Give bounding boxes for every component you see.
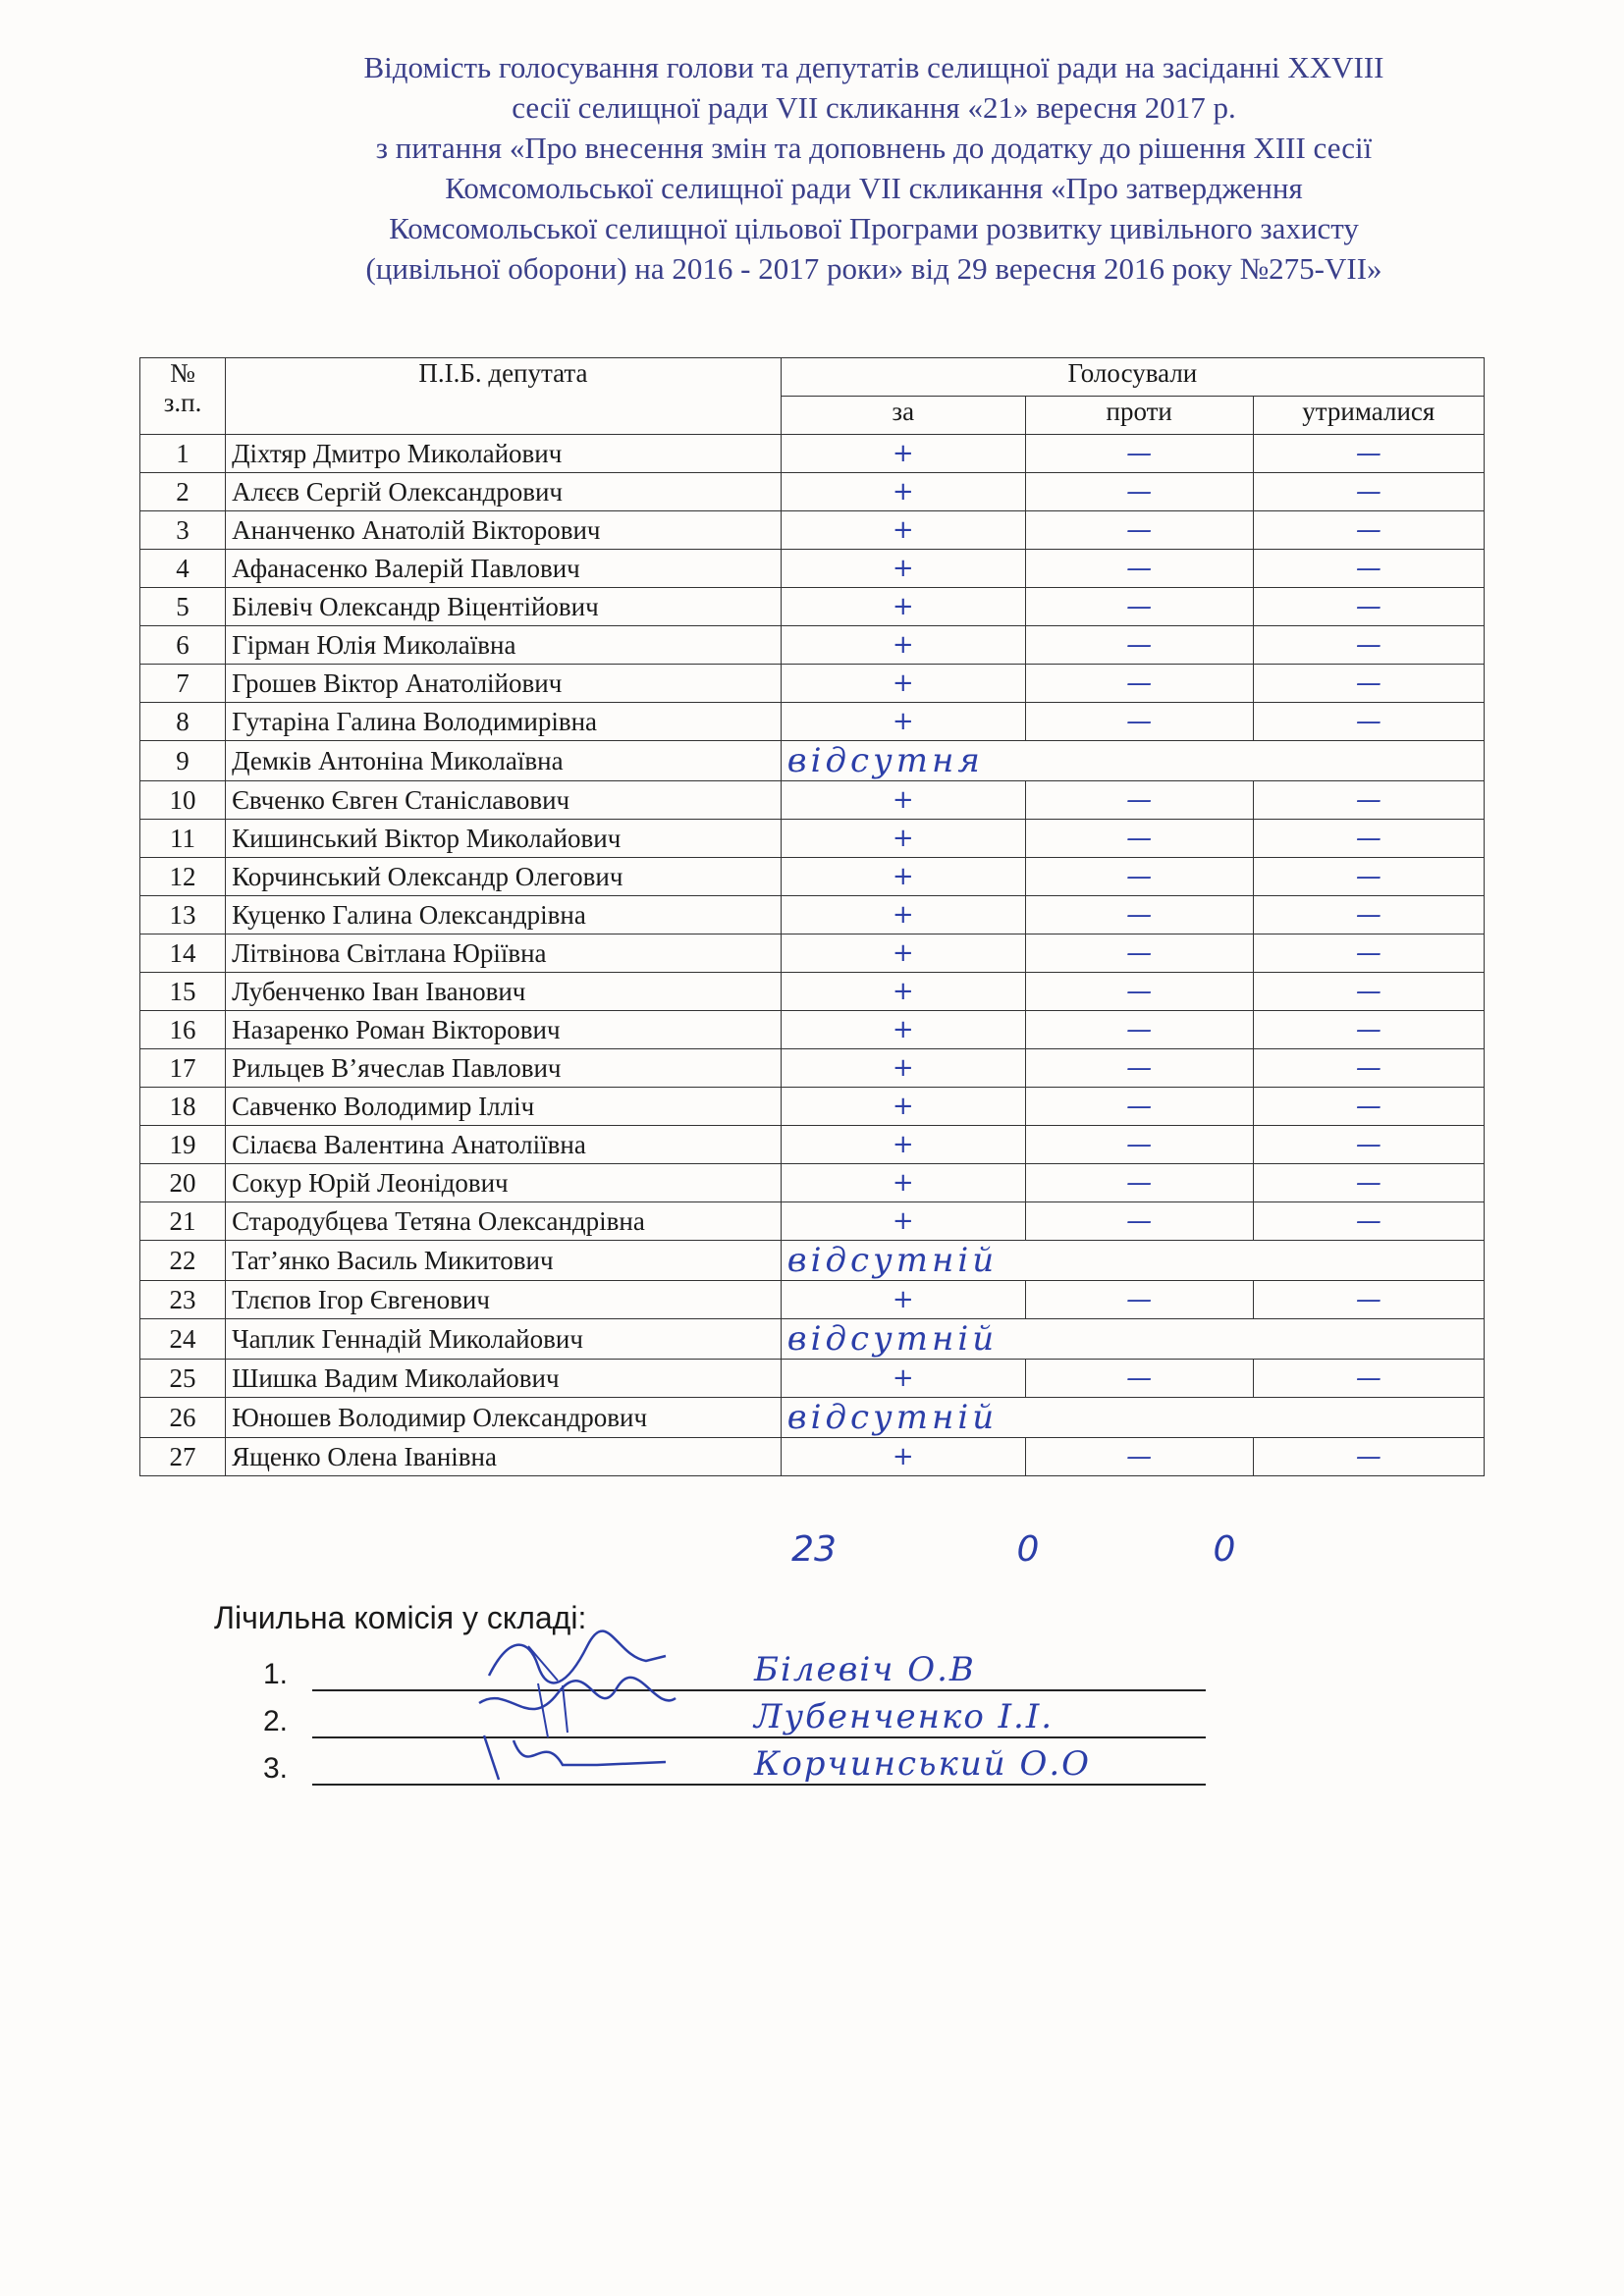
vote-against: — [1025,550,1253,588]
row-number: 18 [140,1088,226,1126]
vote-against: — [1025,973,1253,1011]
table-row [140,858,1485,896]
vote-against: — [1025,665,1253,703]
vote-for: + [781,703,1025,741]
vote-for: + [781,1049,1025,1088]
table-row [140,511,1485,550]
vote-for: + [781,435,1025,473]
row-number: 25 [140,1360,226,1398]
vote-against: — [1025,1088,1253,1126]
title-line: з питання «Про внесення змін та доповнень до додатку до рішення XIII сесії [375,131,1373,165]
member-name: Лубенченко І.І. [754,1697,1055,1736]
row-number: 21 [140,1202,226,1241]
deputy-name: Юношев Володимир Олександрович [226,1398,782,1438]
deputy-name: Діхтяр Дмитро Миколайович [226,435,782,473]
signature-line [312,1650,1206,1691]
table-row [140,665,1485,703]
vote-abstain: — [1253,1088,1484,1126]
signature-line [312,1697,1206,1738]
table-row [140,473,1485,511]
deputy-name: Гірман Юлія Миколаївна [226,626,782,665]
header-for: за [781,397,1025,435]
total-for: 23 [791,1529,837,1570]
deputy-name: Рильцев В’ячеслав Павлович [226,1049,782,1088]
vote-for: + [781,820,1025,858]
row-number: 12 [140,858,226,896]
vote-abstain: — [1253,934,1484,973]
row-number: 4 [140,550,226,588]
table-row [140,703,1485,741]
commission-member [263,1644,1206,1691]
vote-for: + [781,626,1025,665]
deputy-name: Савченко Володимир Ілліч [226,1088,782,1126]
title-line: (цивільної оборони) на 2016 - 2017 роки» від 29 вересня 2016 року №275-VII» [365,251,1382,286]
vote-against: — [1025,1438,1253,1476]
row-number: 3 [140,511,226,550]
vote-against: — [1025,781,1253,820]
deputy-name: Демків Антоніна Миколаївна [226,741,782,781]
vote-abstain: — [1253,896,1484,934]
member-number: 1. [263,1658,289,1690]
deputy-name: Тлєпов Ігор Євгенович [226,1281,782,1319]
row-number: 1 [140,435,226,473]
title-line: Комсомольської селищної ради VII скликання «Про затвердження [445,171,1303,205]
vote-abstain: — [1253,435,1484,473]
table-body [140,435,1485,1476]
vote-against: — [1025,896,1253,934]
vote-for: + [781,858,1025,896]
vote-abstain: — [1253,1281,1484,1319]
table-row [140,973,1485,1011]
row-number: 7 [140,665,226,703]
vote-against: — [1025,473,1253,511]
vote-for: + [781,1202,1025,1241]
vote-against: — [1025,1164,1253,1202]
header-abstain: утрималися [1253,397,1484,435]
table-row [140,1241,1485,1281]
deputy-name: Білевіч Олександр Віцентійович [226,588,782,626]
row-number: 8 [140,703,226,741]
title-line: сесії селищної ради VII скликання «21» вересня 2017 р. [512,90,1236,125]
table-row [140,435,1485,473]
vote-abstain: — [1253,1049,1484,1088]
vote-against: — [1025,703,1253,741]
vote-for: + [781,934,1025,973]
vote-abstain: — [1253,665,1484,703]
title-line: Комсомольської селищної цільової Програми розвитку цивільного захисту [389,211,1359,245]
absent-mark: відсутній [781,1398,1484,1438]
row-number: 13 [140,896,226,934]
deputy-name: Корчинський Олександр Олегович [226,858,782,896]
row-number: 11 [140,820,226,858]
vote-abstain: — [1253,1202,1484,1241]
vote-against: — [1025,435,1253,473]
vote-against: — [1025,1360,1253,1398]
commission-members [263,1644,1206,1786]
deputy-name: Назаренко Роман Вікторович [226,1011,782,1049]
deputy-name: Лубенченко Іван Іванович [226,973,782,1011]
deputy-name: Ященко Олена Іванівна [226,1438,782,1476]
table-row [140,588,1485,626]
deputy-name: Тат’янко Василь Микитович [226,1241,782,1281]
absent-mark: відсутній [781,1319,1484,1360]
header-number-sublabel: з.п. [163,388,202,417]
total-abstain: 0 [1213,1529,1236,1570]
voting-table [139,357,1485,1476]
vote-totals [139,1529,1485,1578]
vote-abstain: — [1253,781,1484,820]
total-against: 0 [1016,1529,1040,1570]
row-number: 15 [140,973,226,1011]
vote-for: + [781,1360,1025,1398]
row-number: 10 [140,781,226,820]
header-number-label: № [170,358,195,388]
table-row [140,1438,1485,1476]
header-voted: Голосували [781,358,1484,397]
deputy-name: Чаплик Геннадій Миколайович [226,1319,782,1360]
vote-abstain: — [1253,626,1484,665]
commission-label: Лічильна комісія у складі: [214,1600,587,1635]
table-row [140,550,1485,588]
commission-member [263,1691,1206,1738]
table-row [140,1164,1485,1202]
table-row [140,781,1485,820]
row-number: 23 [140,1281,226,1319]
vote-against: — [1025,934,1253,973]
member-name: Білевіч О.В [754,1650,976,1689]
member-number: 2. [263,1705,289,1737]
vote-against: — [1025,588,1253,626]
vote-abstain: — [1253,588,1484,626]
deputy-name: Шишка Вадим Миколайович [226,1360,782,1398]
table-row [140,1360,1485,1398]
table-row [140,1049,1485,1088]
vote-for: + [781,896,1025,934]
vote-against: — [1025,820,1253,858]
vote-against: — [1025,858,1253,896]
commission-member [263,1738,1206,1786]
vote-abstain: — [1253,703,1484,741]
table-row [140,1281,1485,1319]
row-number: 9 [140,741,226,781]
vote-abstain: — [1253,511,1484,550]
vote-against: — [1025,626,1253,665]
vote-for: + [781,973,1025,1011]
vote-for: + [781,473,1025,511]
table-row [140,1398,1485,1438]
deputy-name: Літвінова Світлана Юріївна [226,934,782,973]
row-number: 19 [140,1126,226,1164]
member-name: Корчинський О.О [754,1744,1092,1784]
row-number: 24 [140,1319,226,1360]
deputy-name: Євченко Євген Станіславович [226,781,782,820]
vote-abstain: — [1253,973,1484,1011]
table-row [140,820,1485,858]
signature-line [312,1744,1206,1786]
row-number: 16 [140,1011,226,1049]
deputy-name: Алєєв Сергій Олександрович [226,473,782,511]
document-title [206,47,1542,289]
vote-against: — [1025,1049,1253,1088]
deputy-name: Гутаріна Галина Володимирівна [226,703,782,741]
vote-against: — [1025,511,1253,550]
vote-against: — [1025,1126,1253,1164]
vote-for: + [781,1164,1025,1202]
table-row [140,1011,1485,1049]
header-number [140,358,226,435]
vote-for: + [781,1126,1025,1164]
vote-for: + [781,550,1025,588]
vote-for: + [781,1011,1025,1049]
row-number: 22 [140,1241,226,1281]
row-number: 14 [140,934,226,973]
vote-abstain: — [1253,820,1484,858]
deputy-name: Куценко Галина Олександрівна [226,896,782,934]
absent-mark: відсутній [781,1241,1484,1281]
deputy-name: Афанасенко Валерій Павлович [226,550,782,588]
member-number: 3. [263,1752,289,1785]
vote-abstain: — [1253,473,1484,511]
row-number: 17 [140,1049,226,1088]
table-row [140,626,1485,665]
vote-abstain: — [1253,1126,1484,1164]
vote-abstain: — [1253,1164,1484,1202]
table-row [140,896,1485,934]
row-number: 27 [140,1438,226,1476]
deputy-name: Кишинський Віктор Миколайович [226,820,782,858]
vote-abstain: — [1253,1011,1484,1049]
deputy-name: Стародубцева Тетяна Олександрівна [226,1202,782,1241]
vote-against: — [1025,1202,1253,1241]
table-row [140,1088,1485,1126]
handwritten-signature [469,1721,685,1789]
row-number: 20 [140,1164,226,1202]
table-row [140,741,1485,781]
deputy-name: Грошев Віктор Анатолійович [226,665,782,703]
vote-for: + [781,511,1025,550]
table-row [140,1319,1485,1360]
vote-for: + [781,588,1025,626]
row-number: 26 [140,1398,226,1438]
vote-for: + [781,665,1025,703]
vote-for: + [781,781,1025,820]
deputy-name: Сокур Юрій Леонідович [226,1164,782,1202]
header-name: П.І.Б. депутата [226,358,782,435]
table-row [140,1126,1485,1164]
absent-mark: відсутня [781,741,1484,781]
header-against: проти [1025,397,1253,435]
table-row [140,934,1485,973]
deputy-name: Сілаєва Валентина Анатоліївна [226,1126,782,1164]
row-number: 5 [140,588,226,626]
vote-abstain: — [1253,550,1484,588]
vote-for: + [781,1088,1025,1126]
vote-abstain: — [1253,858,1484,896]
table-row [140,1202,1485,1241]
vote-abstain: — [1253,1360,1484,1398]
deputy-name: Ананченко Анатолій Вікторович [226,511,782,550]
vote-abstain: — [1253,1438,1484,1476]
vote-against: — [1025,1011,1253,1049]
row-number: 2 [140,473,226,511]
title-line: Відомість голосування голови та депутатів селищної ради на засіданні XXVIII [363,50,1384,84]
vote-for: + [781,1438,1025,1476]
vote-against: — [1025,1281,1253,1319]
vote-for: + [781,1281,1025,1319]
row-number: 6 [140,626,226,665]
